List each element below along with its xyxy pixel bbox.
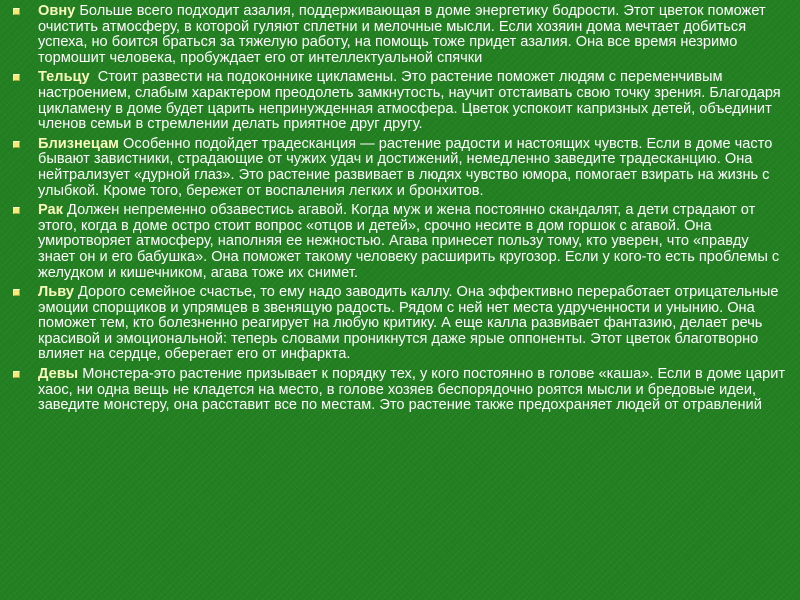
item-text: Должен непременно обзавестись агавой. Когда муж и жена постоянно скандалят, а дети страдают от этого, когда в доме остро стоит вопрос «отцов и детей», срочно несите в дом горшок с агавой. Она умиротворяет атмосферу, наполняя ее нежностью. Агава принесет пользу тому, кто уверен, что «правду знает он и его бабушка». Она поможет такому человеку расширить кругозор. Если у кого-то есть проблемы с желудком и кишечником, агава тоже их снимет. [38,202,780,281]
zodiac-sign-label: Девы [38,366,79,383]
list-item-cancer [11,203,787,281]
list-item-leo [11,285,787,363]
item-text: Дорого семейное счастье, то ему надо заводить каллу. Она эффективно переработает отрицательные эмоции спорщиков и упрямцев в звенящую радость. Рядом с ней нет места удрученности и унынию. Она поможет тем, кто болезненно реагирует на любую критику. А еще калла развивает фантазию, делает речь красивой и эмоциональной: теперь словами проникнутся даже ярые оппоненты. Этот цветок благотворно влияет на сердце, оберегает его от инфаркта. [38,284,779,363]
square-bullet-icon [13,289,20,296]
zodiac-sign-label: Овну [38,3,76,19]
square-bullet-icon [13,371,20,378]
bullet-list [11,4,787,418]
square-bullet-icon [13,141,20,148]
square-bullet-icon [13,207,20,214]
item-text: Особенно подойдет традесканция — растение радости и настоящих чувств. Если в доме часто бывают завистники, страдающие от чужих удач и достижений, немедленно заведите традесканцию. Она нейтрализует «дурной глаз». Это растение развивает в людях чувство юмора, помогает взирать на жизнь с улыбкой. Кроме того, бережет от воспаления легких и бронхитов. [38,135,773,199]
item-text: Больше всего подходит азалия, поддерживающая в доме энергетику бодрости. Этот цветок поможет очистить атмосферу, в которой гуляют сплетни и мелочные мысли. Если хозяин дома мечтает добиться успеха, но боится браться за тяжелую работу, на помощь тоже придет азалия. Она все время незримо тормошит человека, пробуждает его от интеллектуальной спячки [38,3,766,66]
zodiac-sign-label: Льву [38,284,74,301]
square-bullet-icon [13,74,20,81]
item-text: Стоит развести на подоконнике цикламены. Это растение поможет людям с переменчивым настроением, слабым характером преодолеть замкнутость, научит отстаивать свою точку зрения. Благодаря цикламену в доме будет царить непринужденная атмосфера. Цветок успокоит капризных детей, объединит членов семьи в стремлении делать приятное друг другу. [38,69,785,133]
square-bullet-icon [13,8,20,15]
item-text: Монстера-это растение призывает к порядку тех, у кого постоянно в голове «каша». Если в доме царит хаос, ни одна вещь не кладется на место, в голове хозяев беспорядочно роятся мысли и бредовые идеи, заведите монстеру, она расставит все по местам. Это растение также предохраняет людей от отравлений [38,366,786,414]
list-item-virgo [11,367,787,414]
list-item-gemini [11,137,787,199]
zodiac-sign-label: Близнецам [38,135,119,152]
zodiac-sign-label: Рак [38,202,63,219]
zodiac-sign-label: Тельцу [38,69,90,86]
list-item-taurus [11,70,787,132]
list-item-aries [11,4,787,66]
